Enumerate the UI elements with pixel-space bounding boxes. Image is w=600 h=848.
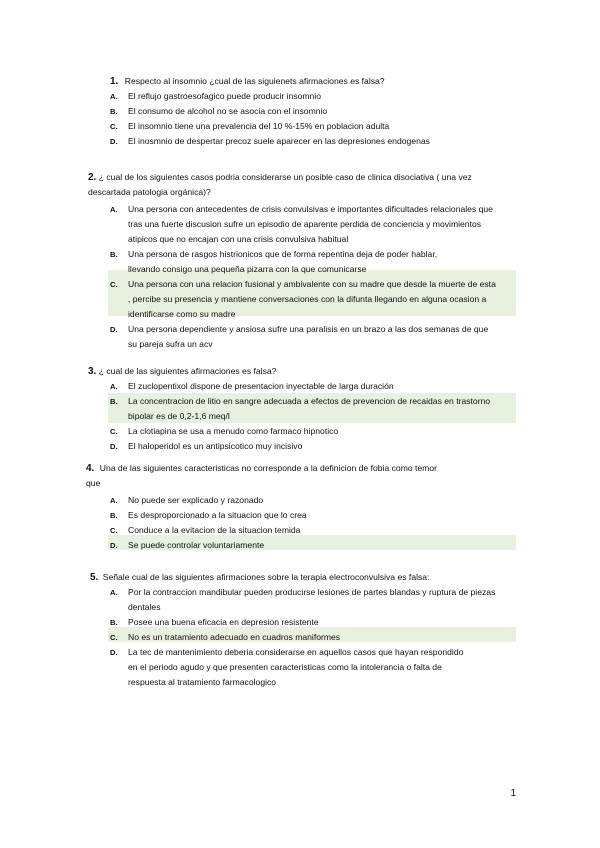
option-a: A. No puede ser explicado y razonado (110, 495, 264, 505)
question-number: 4. (86, 463, 95, 474)
option-c: C. El insomnio tiene una prevalencia del 10 %-15% en poblacion adulta (110, 121, 390, 131)
question-stem (0, 170, 488, 200)
option-a: A. El reflujo gastroesofagico puede producir insomnio (110, 91, 321, 101)
option-d: D. La tec de mantenimiento deberia considerarse en aquellos casos que hayan respondido en el periodo agudo y que presenten caracteristicas como la intolerancia o falta de respuesta al tratamiento farmacologico (110, 647, 464, 687)
question-stem (0, 570, 600, 585)
question-3 (0, 364, 600, 454)
option-a: A. El zuclopentixol dispone de presentacion inyectable de larga duración (110, 381, 394, 391)
option-c: C. Conduce a la evitacion de la situacion temida (110, 525, 301, 535)
question-text: Una de las siguientes caracteristicas no corresponde a la definicion de fobia como temor que (86, 463, 437, 488)
question-text: ¿ cual de los siguientes casos podria considerarse un posible caso de clinica disociativa ( una vez descartada patologia orgánica)? (88, 172, 472, 197)
option-b: B. Una persona de rasgos histrionicos que de forma repentina deja de poder hablar, llevando consigo una pequeña pizarra con la que comunicarse (110, 249, 438, 274)
question-number: 5. (90, 572, 99, 583)
page-number: 1 (510, 788, 516, 799)
option-d: D. Se puede controlar voluntariamente (110, 540, 265, 550)
question-text: Respecto al insomnio ¿cual de las siguienets afirmaciones es falsa? (124, 76, 385, 86)
option-d: D. El inosmnio de despertar precoz suele aparecer en las depresiones endogenas (110, 136, 430, 146)
question-text: Señale cual de las siguientes afirmaciones sobre la terapia electroconvulsiva es falsa: (102, 572, 430, 582)
question-stem (0, 461, 446, 491)
option-b: B. El consumo de alcohol no se asocia con el insomnio (110, 106, 328, 116)
option-c: C. Una persona con una relacion fusional y ambivalente con su madre que desde la muerte de esta , percibe su presencia y mantiene conversaciones con la difunta llegando en alguna ocasion a identificarse como su madre (110, 279, 496, 319)
option-c: C. No es un tratamiento adecuado en cuadros maniformes (110, 632, 341, 642)
question-5 (0, 570, 600, 690)
question-number: 2. (88, 172, 97, 183)
question-text: ¿ cual de las siguientes afirmaciones es falsa? (98, 366, 277, 376)
option-a: A. Una persona con antecedentes de crisis convulsivas e importantes dificultades relacionales que tras una fuerte discusion sufre un episodio de aparente perdida de conciencia y movimientos atipicos que no encajan con una crisis convulsiva habitual (110, 204, 493, 244)
question-1 (0, 74, 600, 149)
option-b: B. Es desproporcionado a la situacion que lo crea (110, 510, 307, 520)
question-stem (0, 364, 600, 379)
question-2 (0, 170, 600, 352)
option-d: D. Una persona dependiente y ansiosa sufre una paralisis en un brazo a las dos semanas de que su pareja sufra un acv (110, 324, 489, 349)
question-number: 3. (88, 366, 97, 377)
question-stem (0, 74, 600, 89)
option-a: A. Por la contraccion mandibular pueden producirse lesiones de partes blandas y ruptura de piezas dentales (110, 587, 496, 612)
question-number: 1. (110, 76, 119, 87)
option-b: B. La concentracion de litio en sangre adecuada a efectos de prevencion de recaidas en trastorno bipolar es de 0,2-1,6 meq/l (110, 396, 491, 421)
option-b: B. Posee una buena eficacia en depresion resistente (110, 617, 319, 627)
question-4 (0, 461, 600, 553)
option-c: C. La clotiapina se usa a menudo como farmaco hipnotico (110, 426, 339, 436)
option-d: D. El haloperidol es un antipsicotico muy incisivo (110, 441, 303, 451)
